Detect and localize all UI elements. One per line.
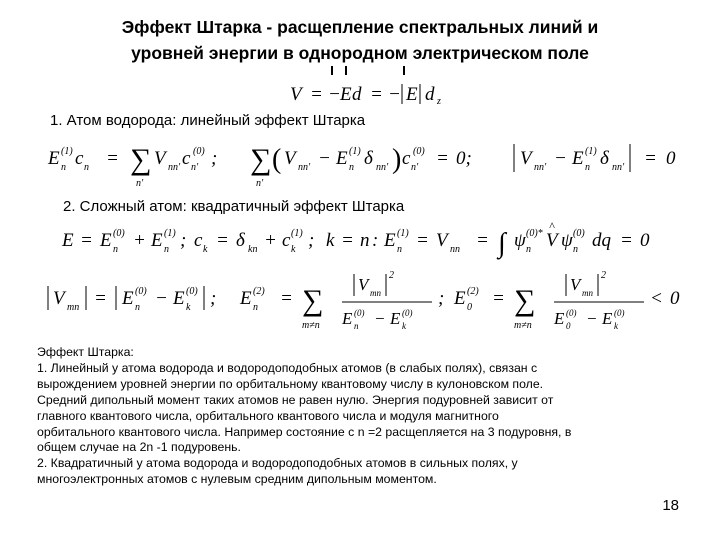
formula-quadratic-first-order-graphic xyxy=(58,222,698,266)
svg-text:E: E xyxy=(390,309,401,328)
svg-text:E: E xyxy=(340,84,352,105)
svg-text:+: + xyxy=(133,230,146,251)
title-line-1: Эффект Штарка - расщепление спектральных линий и xyxy=(121,17,599,37)
svg-text:;: ; xyxy=(180,230,187,251)
svg-text:E: E xyxy=(572,148,584,169)
svg-text:k: k xyxy=(326,230,335,251)
note-line: вырождением уровней энергии по орбитальному квантовому числу в кулоновском поле. xyxy=(37,376,544,391)
svg-text:n: n xyxy=(349,162,354,173)
svg-text:k: k xyxy=(402,321,406,331)
svg-text:=: = xyxy=(310,84,323,105)
svg-text:n′: n′ xyxy=(411,162,419,173)
svg-text:E: E xyxy=(100,230,112,251)
svg-text:0: 0 xyxy=(467,302,472,313)
svg-text:E: E xyxy=(384,230,396,251)
svg-text:d: d xyxy=(425,84,435,105)
svg-text:(1): (1) xyxy=(61,146,73,157)
svg-text:n: n xyxy=(113,244,118,255)
svg-text:E: E xyxy=(406,84,418,105)
svg-text:(0): (0) xyxy=(354,308,365,318)
svg-text:E: E xyxy=(151,230,163,251)
svg-text:V: V xyxy=(436,230,448,251)
svg-text:(1): (1) xyxy=(585,146,597,157)
svg-text:m≠n: m≠n xyxy=(302,320,320,331)
svg-text:V: V xyxy=(154,148,166,169)
svg-text:(1): (1) xyxy=(164,228,176,239)
svg-text:−: − xyxy=(586,309,598,328)
svg-text:n′: n′ xyxy=(191,162,199,173)
svg-text:ψ: ψ xyxy=(514,230,526,251)
svg-text:mn: mn xyxy=(67,302,80,313)
svg-text:(: ( xyxy=(272,144,282,175)
svg-text:∫: ∫ xyxy=(498,228,506,259)
note-line: Средний дипольный момент таких атомов не равен нулю. Энергия подуровней зависит от xyxy=(37,392,554,407)
svg-text:n: n xyxy=(360,230,370,251)
svg-text:nn′: nn′ xyxy=(534,162,547,173)
svg-text:): ) xyxy=(392,144,402,175)
svg-text:(1): (1) xyxy=(291,228,303,239)
svg-text:(2): (2) xyxy=(253,286,265,297)
svg-text::: : xyxy=(372,230,379,251)
note-line: 1. Линейный у атома водорода и водородоподобных атомов (в слабых полях), связан с xyxy=(37,360,538,375)
svg-text:∑: ∑ xyxy=(250,143,272,176)
tick-mark xyxy=(331,66,333,75)
svg-text:mn: mn xyxy=(582,288,593,298)
svg-text:(2): (2) xyxy=(467,286,479,297)
svg-text:m≠n: m≠n xyxy=(514,320,532,331)
svg-text:=: = xyxy=(476,230,489,251)
svg-text:(0): (0) xyxy=(573,228,585,239)
svg-text:V: V xyxy=(520,148,532,169)
svg-text:=: = xyxy=(644,148,657,169)
tick-mark xyxy=(403,66,405,75)
svg-text:(0): (0) xyxy=(186,286,198,297)
svg-text:V: V xyxy=(53,288,65,309)
svg-text:n: n xyxy=(135,302,140,313)
note-line: главного квантового числа, орбитального квантового числа и модуля магнитного xyxy=(37,408,499,423)
svg-text:n: n xyxy=(526,244,531,255)
svg-text:nn: nn xyxy=(450,244,460,255)
svg-text:(1): (1) xyxy=(397,228,409,239)
svg-text:E: E xyxy=(454,288,466,309)
svg-text:c: c xyxy=(75,148,84,169)
svg-text:n: n xyxy=(253,302,258,313)
svg-text:V: V xyxy=(358,275,369,294)
svg-text:−: − xyxy=(374,309,386,328)
svg-text:E: E xyxy=(122,288,134,309)
svg-text:∑: ∑ xyxy=(302,284,324,317)
svg-text:−: − xyxy=(328,84,341,105)
svg-text:<: < xyxy=(650,288,663,309)
section-heading-quadratic: 2. Сложный атом: квадратичный эффект Штарка xyxy=(63,198,405,215)
svg-text:(0)*: (0)* xyxy=(526,228,543,239)
svg-text:E: E xyxy=(554,309,565,328)
svg-text:V: V xyxy=(546,230,558,251)
svg-text:dq: dq xyxy=(592,230,611,251)
svg-text:2: 2 xyxy=(601,270,606,281)
svg-text:c: c xyxy=(194,230,203,251)
svg-text:=: = xyxy=(80,230,93,251)
svg-text:;: ; xyxy=(308,230,315,251)
title-line-2: уровней энергии в однородном электрическом поле xyxy=(131,43,589,63)
svg-text:−: − xyxy=(318,148,331,169)
svg-text:mn: mn xyxy=(370,288,381,298)
svg-text:0: 0 xyxy=(640,230,650,251)
svg-text:nn′: nn′ xyxy=(168,162,181,173)
formula-field-potential-graphic xyxy=(290,80,470,110)
svg-text:∑: ∑ xyxy=(130,143,152,176)
svg-text:E: E xyxy=(62,230,74,251)
svg-text:(0): (0) xyxy=(193,146,205,157)
note-line: орбитального квантового числа. Например состояние с n =2 расщепляется на 3 подуровня, в xyxy=(37,424,572,439)
svg-text:c: c xyxy=(182,148,191,169)
svg-text:ψ: ψ xyxy=(561,230,573,251)
page-number: 18 xyxy=(662,497,679,514)
svg-text:nn′: nn′ xyxy=(376,162,389,173)
svg-text:(0): (0) xyxy=(135,286,147,297)
svg-text:=: = xyxy=(370,84,383,105)
svg-text:0: 0 xyxy=(566,321,571,331)
note-line: многоэлектронных атомов с нулевым средним дипольным моментом. xyxy=(37,472,437,487)
svg-text:n: n xyxy=(585,162,590,173)
svg-text:kn: kn xyxy=(248,244,258,255)
svg-text:(0): (0) xyxy=(402,308,413,318)
svg-text:=: = xyxy=(416,230,429,251)
svg-text:E: E xyxy=(240,288,252,309)
svg-text:−: − xyxy=(155,288,168,309)
svg-text:δ: δ xyxy=(600,148,609,169)
svg-text:(0): (0) xyxy=(614,308,625,318)
svg-text:∑: ∑ xyxy=(514,284,536,317)
svg-text:δ: δ xyxy=(364,148,373,169)
formula-field-potential xyxy=(290,80,470,114)
svg-text:V: V xyxy=(290,84,302,105)
svg-text:n: n xyxy=(354,321,359,331)
svg-text:nn′: nn′ xyxy=(612,162,625,173)
svg-text:k: k xyxy=(291,244,296,255)
svg-text:(1): (1) xyxy=(349,146,361,157)
svg-text:=: = xyxy=(436,148,449,169)
explanation-text xyxy=(37,345,677,488)
svg-text:E: E xyxy=(173,288,185,309)
svg-text:=: = xyxy=(492,288,505,309)
svg-text:0: 0 xyxy=(666,148,676,169)
svg-text:(0): (0) xyxy=(566,308,577,318)
svg-text:n: n xyxy=(61,162,66,173)
svg-text:k: k xyxy=(614,321,618,331)
formula-linear-stark-graphic xyxy=(44,138,694,192)
note-line: Эффект Штарка: xyxy=(37,345,134,359)
svg-text:n: n xyxy=(397,244,402,255)
svg-text:0: 0 xyxy=(670,288,680,309)
formula-quadratic-first-order xyxy=(58,222,698,270)
svg-text:+: + xyxy=(264,230,277,251)
svg-text:−: − xyxy=(554,148,567,169)
svg-text:n: n xyxy=(573,244,578,255)
svg-text:;: ; xyxy=(211,148,218,169)
svg-text:E: E xyxy=(48,148,60,169)
svg-text:k: k xyxy=(186,302,191,313)
svg-text:(0): (0) xyxy=(413,146,425,157)
svg-text:;: ; xyxy=(438,288,445,309)
svg-text:=: = xyxy=(341,230,354,251)
svg-text:n: n xyxy=(164,244,169,255)
svg-text:n: n xyxy=(84,162,89,173)
svg-text:=: = xyxy=(106,148,119,169)
svg-text:=: = xyxy=(94,288,107,309)
svg-text:c: c xyxy=(282,230,291,251)
svg-text:E: E xyxy=(342,309,353,328)
svg-text:−: − xyxy=(388,84,401,105)
svg-text:z: z xyxy=(437,96,441,107)
svg-text:V: V xyxy=(570,275,581,294)
formula-quadratic-second-order xyxy=(40,266,700,344)
svg-text:d: d xyxy=(352,84,362,105)
svg-text:c: c xyxy=(402,148,411,169)
tick-mark xyxy=(345,66,347,75)
formula-quadratic-second-order-graphic xyxy=(40,266,700,340)
svg-text:0;: 0; xyxy=(456,148,472,169)
svg-text:^: ^ xyxy=(549,222,555,233)
svg-text:=: = xyxy=(280,288,293,309)
svg-text:nn′: nn′ xyxy=(298,162,311,173)
svg-text:k: k xyxy=(203,244,208,255)
svg-text:E: E xyxy=(336,148,348,169)
svg-text:2: 2 xyxy=(389,270,394,281)
svg-text:=: = xyxy=(216,230,229,251)
svg-text:E: E xyxy=(602,309,613,328)
svg-text:n′: n′ xyxy=(256,178,264,189)
note-line: общем случае на 2n -1 подуровень. xyxy=(37,440,241,455)
svg-text:=: = xyxy=(620,230,633,251)
svg-text:n′: n′ xyxy=(136,178,144,189)
svg-text:V: V xyxy=(284,148,296,169)
slide-title xyxy=(40,14,680,66)
svg-text:δ: δ xyxy=(236,230,245,251)
svg-text:;: ; xyxy=(210,288,217,309)
note-line: 2. Квадратичный у атома водорода и водородоподобных атомов в сильных полях, у xyxy=(37,456,518,471)
formula-linear-stark xyxy=(44,138,694,196)
section-heading-linear: 1. Атом водорода: линейный эффект Штарка xyxy=(50,112,366,129)
svg-text:(0): (0) xyxy=(113,228,125,239)
